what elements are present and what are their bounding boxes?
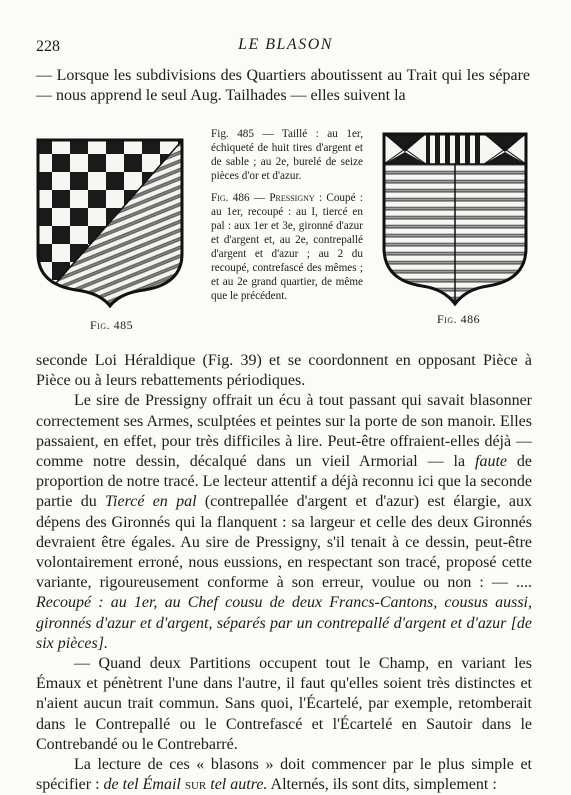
paragraph-1: seconde Loi Héraldique (Fig. 39) et se coordonnent en opposant Pièce à Pièce ou à leurs rebattements périodiques. — [36, 352, 532, 390]
page-number: 228 — [36, 38, 60, 55]
shield-fig485-illustration — [34, 136, 186, 308]
paragraph-3: — Quand deux Partitions occupent tout le Champ, en variant les Émaux et pénètrent l'une dans l'autre, il faut qu'elles soient très distinctes et n'aient aucun trait commun. Sans quoi, l'Écartelé, par exemple, retomberait dans le Contrepallé ou le Contrefascé et l'Écartelé en Sautoir dans le Contrebandé ou le Contrebarré. — [36, 655, 532, 753]
fig485-label: Fig. 485 — [90, 318, 134, 332]
paragraph-4: La lecture de ces « blasons » doit commencer par le plus simple et spécifier : de tel Émail sur tel autre. Alternés, ils sont dits, simplement : — [36, 756, 532, 794]
running-title: LE BLASON — [238, 36, 333, 53]
caption-fig486: Coupé : au 1er, recoupé : au I, tiercé en pal : aux 1er et 3e, gironné d'azur et d'argent et, au 2e, contrepallé d'argent et d'azur ; au 2 du recoupé, contrefascé des mêmes ; et au 2e grand quartier, de même que le précédent. — [211, 192, 363, 302]
shield-fig486-illustration — [380, 130, 530, 306]
caption-fig486-lead: Fig. 486 — Pressigny : — [211, 192, 323, 204]
body-text — [36, 351, 532, 795]
paragraph-2: Le sire de Pressigny offrait un écu à tout passant qui savait blasonner correctement ses Armes, sculptées et peintes sur la porte de son manoir. Elles passaient, en effet, pour très difficiles à lire. Peut-être offraient-elles déjà — comme notre dessin, décalqué dans un vieil Armorial — la faute de proportion de notre tracé. Le lecteur attentif a déjà reconnu ici que la seconde partie du Tiercé en pal (contrepallée d'argent et d'azur) est élargie, aux dépens des Gironnés qui la flanquent : sa largeur et celle des deux Gironnés devraient être égales. Au sire de Pressigny, s'il tenait à ce dessin, peut-être volontairement erroné, nous eussions, en respectant son tracé, proposé cette variante, rigoureusement conforme à son erreur, voulue ou non : — .... Recoupé : au 1er, au Chef cousu de deux Francs-Cantons, cousus aussi, gironnés d'azur et d'argent, séparés par un contrepallé d'argent et d'azur [de six pièces]. — [36, 392, 533, 652]
caption-fig485: Fig. 485 — Taillé : au 1er, échiqueté de huit tires d'argent et de sable ; au 2e, burelé de seize pièces d'or et d'azur. — [211, 128, 363, 182]
fig486-label: Fig. 486 — [437, 312, 481, 326]
intro-paragraph: — Lorsque les subdivisions des Quartiers aboutissent au Trait qui les sépare — nous apprend le seul Aug. Tailhades — elles suivent la — [36, 67, 530, 104]
figure-captions — [211, 127, 363, 303]
